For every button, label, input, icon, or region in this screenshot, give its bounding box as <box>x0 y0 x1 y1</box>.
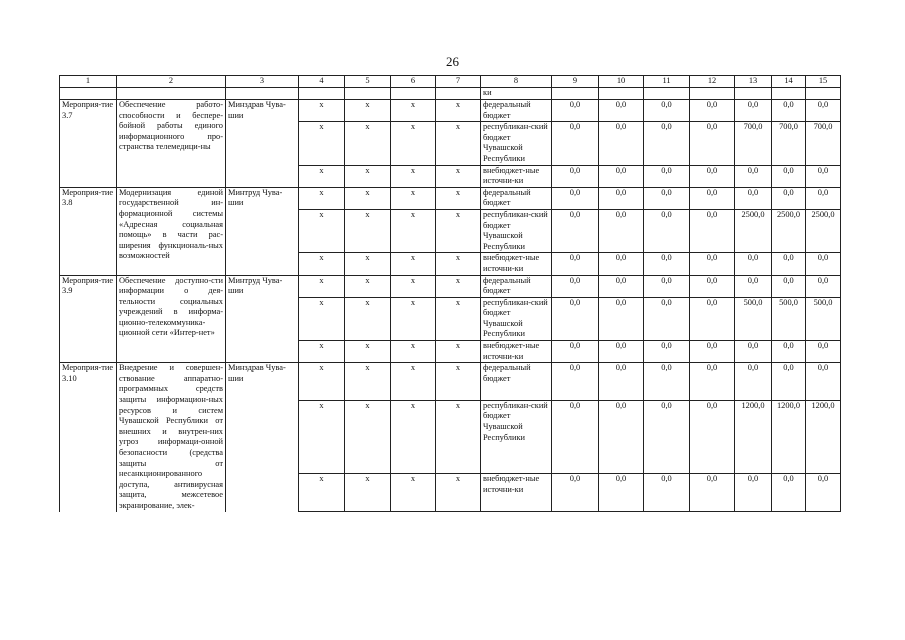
code-cell: x <box>391 297 436 340</box>
value-cell: 0,0 <box>599 253 644 275</box>
value-cell: 0,0 <box>690 253 735 275</box>
column-header: 6 <box>391 76 436 88</box>
empty-cell <box>806 88 841 100</box>
code-cell: x <box>299 275 345 297</box>
value-cell: 0,0 <box>552 122 599 165</box>
empty-cell <box>226 88 299 100</box>
code-cell: x <box>391 187 436 209</box>
measure-id: Мероприя-тие 3.8 <box>60 187 117 275</box>
value-cell: 0,0 <box>644 474 690 512</box>
column-header: 11 <box>644 76 690 88</box>
code-cell: x <box>436 400 481 474</box>
code-cell: x <box>299 297 345 340</box>
continuation-row <box>60 88 841 100</box>
measure-id: Мероприя-тие 3.10 <box>60 363 117 512</box>
value-cell: 0,0 <box>690 209 735 252</box>
empty-cell <box>345 88 391 100</box>
code-cell: x <box>299 400 345 474</box>
table-row <box>60 363 841 401</box>
value-cell: 2500,0 <box>735 209 772 252</box>
code-cell: x <box>436 474 481 512</box>
code-cell: x <box>436 275 481 297</box>
code-cell: x <box>436 100 481 122</box>
value-cell: 0,0 <box>644 187 690 209</box>
table-row <box>60 187 841 209</box>
code-cell: x <box>345 400 391 474</box>
value-cell: 0,0 <box>735 165 772 187</box>
budget-table <box>59 75 841 512</box>
value-cell: 0,0 <box>735 275 772 297</box>
value-cell: 0,0 <box>644 341 690 363</box>
value-cell: 0,0 <box>806 474 841 512</box>
value-cell: 0,0 <box>599 165 644 187</box>
empty-cell <box>552 88 599 100</box>
code-cell: x <box>299 341 345 363</box>
value-cell: 0,0 <box>735 341 772 363</box>
empty-cell <box>735 88 772 100</box>
code-cell: x <box>436 297 481 340</box>
column-header: 5 <box>345 76 391 88</box>
code-cell: x <box>391 100 436 122</box>
value-cell: 1200,0 <box>735 400 772 474</box>
value-cell: 0,0 <box>690 363 735 401</box>
value-cell: 0,0 <box>552 100 599 122</box>
header-row <box>60 76 841 88</box>
funding-source: внебюджет-ные источни-ки <box>481 253 552 275</box>
value-cell: 0,0 <box>690 341 735 363</box>
code-cell: x <box>391 400 436 474</box>
empty-cell <box>644 88 690 100</box>
code-cell: x <box>345 275 391 297</box>
value-cell: 2500,0 <box>772 209 806 252</box>
value-cell: 0,0 <box>735 100 772 122</box>
value-cell: 0,0 <box>599 474 644 512</box>
value-cell: 0,0 <box>690 297 735 340</box>
value-cell: 700,0 <box>735 122 772 165</box>
value-cell: 0,0 <box>806 165 841 187</box>
value-cell: 500,0 <box>772 297 806 340</box>
value-cell: 0,0 <box>644 165 690 187</box>
value-cell: 0,0 <box>644 275 690 297</box>
column-header: 4 <box>299 76 345 88</box>
code-cell: x <box>345 363 391 401</box>
code-cell: x <box>299 187 345 209</box>
code-cell: x <box>436 165 481 187</box>
value-cell: 0,0 <box>599 100 644 122</box>
value-cell: 0,0 <box>772 363 806 401</box>
code-cell: x <box>436 363 481 401</box>
code-cell: x <box>299 209 345 252</box>
column-header: 14 <box>772 76 806 88</box>
value-cell: 0,0 <box>806 275 841 297</box>
column-header: 7 <box>436 76 481 88</box>
funding-source: внебюджет-ные источни-ки <box>481 474 552 512</box>
value-cell: 0,0 <box>735 253 772 275</box>
code-cell: x <box>299 122 345 165</box>
empty-cell <box>60 88 117 100</box>
continuation-text: ки <box>481 88 552 100</box>
code-cell: x <box>436 253 481 275</box>
empty-cell <box>436 88 481 100</box>
value-cell: 0,0 <box>772 341 806 363</box>
value-cell: 1200,0 <box>772 400 806 474</box>
code-cell: x <box>436 122 481 165</box>
code-cell: x <box>436 209 481 252</box>
code-cell: x <box>391 474 436 512</box>
value-cell: 0,0 <box>690 165 735 187</box>
empty-cell <box>391 88 436 100</box>
measure-executor: Минтруд Чува-шии <box>226 275 299 363</box>
value-cell: 0,0 <box>599 187 644 209</box>
empty-cell <box>690 88 735 100</box>
code-cell: x <box>345 297 391 340</box>
value-cell: 700,0 <box>772 122 806 165</box>
value-cell: 0,0 <box>735 187 772 209</box>
funding-source: федеральный бюджет <box>481 187 552 209</box>
code-cell: x <box>299 474 345 512</box>
value-cell: 0,0 <box>644 400 690 474</box>
funding-source: республикан-ский бюджет Чувашской Республики <box>481 122 552 165</box>
value-cell: 0,0 <box>552 275 599 297</box>
funding-source: федеральный бюджет <box>481 100 552 122</box>
value-cell: 0,0 <box>552 297 599 340</box>
code-cell: x <box>391 122 436 165</box>
value-cell: 0,0 <box>772 187 806 209</box>
measure-executor: Минтруд Чува-шии <box>226 187 299 275</box>
code-cell: x <box>299 165 345 187</box>
column-header: 10 <box>599 76 644 88</box>
value-cell: 0,0 <box>690 122 735 165</box>
value-cell: 700,0 <box>806 122 841 165</box>
value-cell: 0,0 <box>552 209 599 252</box>
value-cell: 0,0 <box>552 165 599 187</box>
value-cell: 0,0 <box>552 363 599 401</box>
value-cell: 0,0 <box>599 209 644 252</box>
code-cell: x <box>345 474 391 512</box>
value-cell: 0,0 <box>806 363 841 401</box>
code-cell: x <box>345 100 391 122</box>
code-cell: x <box>299 363 345 401</box>
value-cell: 0,0 <box>806 253 841 275</box>
code-cell: x <box>436 187 481 209</box>
code-cell: x <box>391 165 436 187</box>
code-cell: x <box>299 253 345 275</box>
value-cell: 0,0 <box>644 297 690 340</box>
funding-source: внебюджет-ные источни-ки <box>481 341 552 363</box>
column-header: 15 <box>806 76 841 88</box>
funding-source: федеральный бюджет <box>481 363 552 401</box>
value-cell: 0,0 <box>599 363 644 401</box>
code-cell: x <box>391 363 436 401</box>
code-cell: x <box>345 187 391 209</box>
value-cell: 2500,0 <box>806 209 841 252</box>
column-header: 12 <box>690 76 735 88</box>
value-cell: 0,0 <box>690 100 735 122</box>
value-cell: 0,0 <box>772 275 806 297</box>
value-cell: 0,0 <box>772 474 806 512</box>
measure-executor: Минздрав Чува-шии <box>226 100 299 188</box>
measure-name: Модернизация единой государственной ин-формационной системы «Адресная социальная помощь» в части рас-ширения функциональ-ных возможностей <box>117 187 226 275</box>
value-cell: 0,0 <box>599 122 644 165</box>
value-cell: 0,0 <box>690 275 735 297</box>
empty-cell <box>299 88 345 100</box>
value-cell: 0,0 <box>772 100 806 122</box>
code-cell: x <box>345 209 391 252</box>
table-row <box>60 275 841 297</box>
code-cell: x <box>391 341 436 363</box>
value-cell: 0,0 <box>552 400 599 474</box>
value-cell: 0,0 <box>735 474 772 512</box>
funding-source: республикан-ский бюджет Чувашской Республики <box>481 297 552 340</box>
value-cell: 0,0 <box>806 341 841 363</box>
column-header: 3 <box>226 76 299 88</box>
empty-cell <box>117 88 226 100</box>
column-header: 8 <box>481 76 552 88</box>
funding-source: республикан-ский бюджет Чувашской Республики <box>481 209 552 252</box>
value-cell: 0,0 <box>806 100 841 122</box>
value-cell: 0,0 <box>552 341 599 363</box>
value-cell: 0,0 <box>599 275 644 297</box>
code-cell: x <box>345 165 391 187</box>
measure-executor: Минздрав Чува-шии <box>226 363 299 512</box>
value-cell: 0,0 <box>644 363 690 401</box>
code-cell: x <box>345 122 391 165</box>
column-header: 1 <box>60 76 117 88</box>
value-cell: 500,0 <box>806 297 841 340</box>
column-header: 13 <box>735 76 772 88</box>
value-cell: 0,0 <box>772 253 806 275</box>
value-cell: 0,0 <box>806 187 841 209</box>
code-cell: x <box>436 341 481 363</box>
value-cell: 0,0 <box>772 165 806 187</box>
code-cell: x <box>299 100 345 122</box>
funding-source: внебюджет-ные источни-ки <box>481 165 552 187</box>
measure-id: Мероприя-тие 3.9 <box>60 275 117 363</box>
value-cell: 0,0 <box>644 100 690 122</box>
value-cell: 1200,0 <box>806 400 841 474</box>
value-cell: 0,0 <box>552 253 599 275</box>
measure-name: Обеспечение работо-способности и беспере-бойной работы единого информационного про-странства телемедици-ны <box>117 100 226 188</box>
value-cell: 0,0 <box>552 187 599 209</box>
value-cell: 0,0 <box>690 474 735 512</box>
measure-name: Обеспечение доступно-сти информации о дея-тельности социальных учреждений в информа-ционно-телекоммуника-ционной сети «Интер-нет» <box>117 275 226 363</box>
code-cell: x <box>345 341 391 363</box>
empty-cell <box>599 88 644 100</box>
value-cell: 0,0 <box>735 363 772 401</box>
value-cell: 0,0 <box>644 253 690 275</box>
value-cell: 0,0 <box>690 400 735 474</box>
value-cell: 0,0 <box>644 209 690 252</box>
funding-source: республикан-ский бюджет Чувашской Республики <box>481 400 552 474</box>
column-header: 9 <box>552 76 599 88</box>
code-cell: x <box>391 275 436 297</box>
measure-id: Мероприя-тие 3.7 <box>60 100 117 188</box>
code-cell: x <box>391 253 436 275</box>
value-cell: 500,0 <box>735 297 772 340</box>
measure-name: Внедрение и совершен-ствование аппаратно-программных средств защиты информацион-ных ресурсов и систем Чувашской Республики от внешних и внутрен-них угроз информаци-онной безопасности (средства защиты от несанкционированного доступа, антивирусная защита, межсетевое экранирование, элек- <box>117 363 226 512</box>
value-cell: 0,0 <box>599 297 644 340</box>
funding-source: федеральный бюджет <box>481 275 552 297</box>
value-cell: 0,0 <box>644 122 690 165</box>
page-number: 26 <box>446 54 459 69</box>
value-cell: 0,0 <box>599 341 644 363</box>
empty-cell <box>772 88 806 100</box>
table-row <box>60 100 841 122</box>
code-cell: x <box>345 253 391 275</box>
value-cell: 0,0 <box>599 400 644 474</box>
column-header: 2 <box>117 76 226 88</box>
value-cell: 0,0 <box>552 474 599 512</box>
value-cell: 0,0 <box>690 187 735 209</box>
code-cell: x <box>391 209 436 252</box>
